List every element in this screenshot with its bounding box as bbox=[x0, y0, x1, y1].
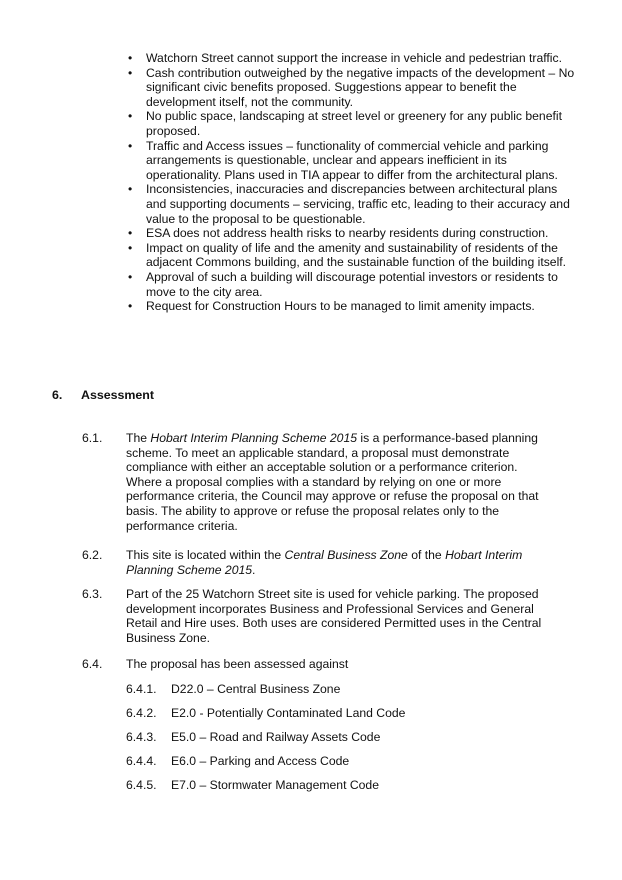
bullet-icon: • bbox=[128, 226, 133, 241]
bullet-text: ESA does not address health risks to nearby residents during construction. bbox=[146, 226, 549, 241]
subitem-6-4-2 bbox=[126, 706, 405, 721]
subitem-number: 6.4.2. bbox=[126, 706, 157, 720]
paragraph-number: 6.3. bbox=[82, 587, 103, 601]
subitem-text: E5.0 – Road and Railway Assets Code bbox=[171, 730, 381, 744]
bullet-text: Impact on quality of life and the amenity and sustainability of residents of the adjacent Commons building, and the sustainable function of the building itself. bbox=[146, 240, 567, 270]
bullet-icon: • bbox=[128, 138, 133, 153]
paragraph-number: 6.2. bbox=[82, 548, 103, 562]
section-title: Assessment bbox=[81, 388, 155, 402]
subitem-number: 6.4.4. bbox=[126, 754, 157, 768]
bullet-text: Inconsistencies, inaccuracies and discrepancies between architectural plans and supporting documents – servicing, traffic etc, leading to their accuracy and value to the proposal to be questionable. bbox=[146, 182, 570, 226]
bullet-item bbox=[126, 139, 576, 183]
subitem-number: 6.4.3. bbox=[126, 730, 157, 744]
paragraph-6-1 bbox=[82, 431, 552, 533]
subitem-6-4-3 bbox=[126, 730, 380, 745]
text-run: This site is located within the bbox=[126, 548, 285, 562]
bullet-item bbox=[126, 51, 576, 66]
subitem-text: D22.0 – Central Business Zone bbox=[171, 682, 341, 696]
bullet-text: Approval of such a building will discourage potential investors or residents to move to the city area. bbox=[146, 269, 558, 299]
paragraph-6-2 bbox=[82, 548, 552, 577]
subitem-text: E2.0 - Potentially Contaminated Land Code bbox=[171, 706, 406, 720]
bullet-icon: • bbox=[128, 299, 133, 314]
subitem-6-4-4 bbox=[126, 754, 349, 769]
bullet-item bbox=[126, 182, 576, 226]
bullet-text: Cash contribution outweighed by the negative impacts of the development – No significant civic benefits proposed. Suggestions appear to benefit the development itself, not the community. bbox=[146, 65, 575, 109]
text-run: is a performance-based planning scheme. To meet an applicable standard, a proposal must demonstrate compliance with either an acceptable solution or a performance criterion. Where a proposal complies with a standard by relying on one or more performance criteria, the Council may approve or refuse the proposal on that basis. The ability to approve or refuse the proposal relates only to the performance criteria. bbox=[126, 431, 539, 533]
bullet-icon: • bbox=[128, 269, 133, 284]
subitem-text: E6.0 – Parking and Access Code bbox=[171, 754, 350, 768]
bullet-item bbox=[126, 299, 576, 314]
bullet-icon: • bbox=[128, 182, 133, 197]
bullet-text: Traffic and Access issues – functionality of commercial vehicle and parking arrangements is questionable, unclear and appears inefficient in its operationality. Plans used in TIA appear to differ from the architectural plans. bbox=[146, 138, 558, 182]
bullet-icon: • bbox=[128, 65, 133, 80]
paragraph-text bbox=[126, 431, 552, 533]
scheme-name-italic: Hobart Interim Planning Scheme 2015 bbox=[126, 548, 523, 577]
subitem-number: 6.4.1. bbox=[126, 682, 157, 696]
bullet-item bbox=[126, 66, 576, 110]
bullet-icon: • bbox=[128, 109, 133, 124]
subitem-6-4-1 bbox=[126, 682, 340, 697]
paragraph-text: Part of the 25 Watchorn Street site is used for vehicle parking. The proposed development incorporates Business and Professional Services and General Retail and Hire uses. Both uses are considered Permitted uses in the Central Business Zone. bbox=[126, 587, 542, 645]
subitem-6-4-5 bbox=[126, 778, 379, 793]
zone-name-italic: Central Business Zone bbox=[284, 548, 408, 562]
text-run: The bbox=[126, 431, 151, 445]
bullet-text: Watchorn Street cannot support the increase in vehicle and pedestrian traffic. bbox=[146, 51, 562, 65]
bullet-text: No public space, landscaping at street level or greenery for any public benefit proposed. bbox=[146, 109, 562, 138]
section-number: 6. bbox=[52, 388, 63, 402]
bullet-icon: • bbox=[128, 51, 133, 65]
subitem-number: 6.4.5. bbox=[126, 778, 157, 792]
bullet-item bbox=[126, 241, 576, 270]
bullet-item bbox=[126, 226, 576, 241]
bullet-item bbox=[126, 270, 576, 299]
bullet-icon: • bbox=[128, 240, 133, 255]
paragraph-6-4 bbox=[82, 657, 552, 672]
text-run: . bbox=[252, 562, 256, 577]
bullet-item bbox=[126, 109, 576, 138]
paragraph-number: 6.4. bbox=[82, 657, 103, 671]
paragraph-text bbox=[126, 548, 552, 577]
paragraph-number: 6.1. bbox=[82, 431, 103, 445]
objection-bullet-list bbox=[126, 51, 576, 314]
scheme-name-italic: Hobart Interim Planning Scheme 2015 bbox=[150, 431, 358, 445]
text-run: of the bbox=[407, 548, 446, 562]
section-heading bbox=[52, 388, 154, 403]
paragraph-6-3 bbox=[82, 587, 552, 645]
paragraph-text: The proposal has been assessed against bbox=[126, 657, 349, 671]
bullet-text: Request for Construction Hours to be managed to limit amenity impacts. bbox=[146, 299, 535, 314]
subitem-text: E7.0 – Stormwater Management Code bbox=[171, 778, 379, 792]
